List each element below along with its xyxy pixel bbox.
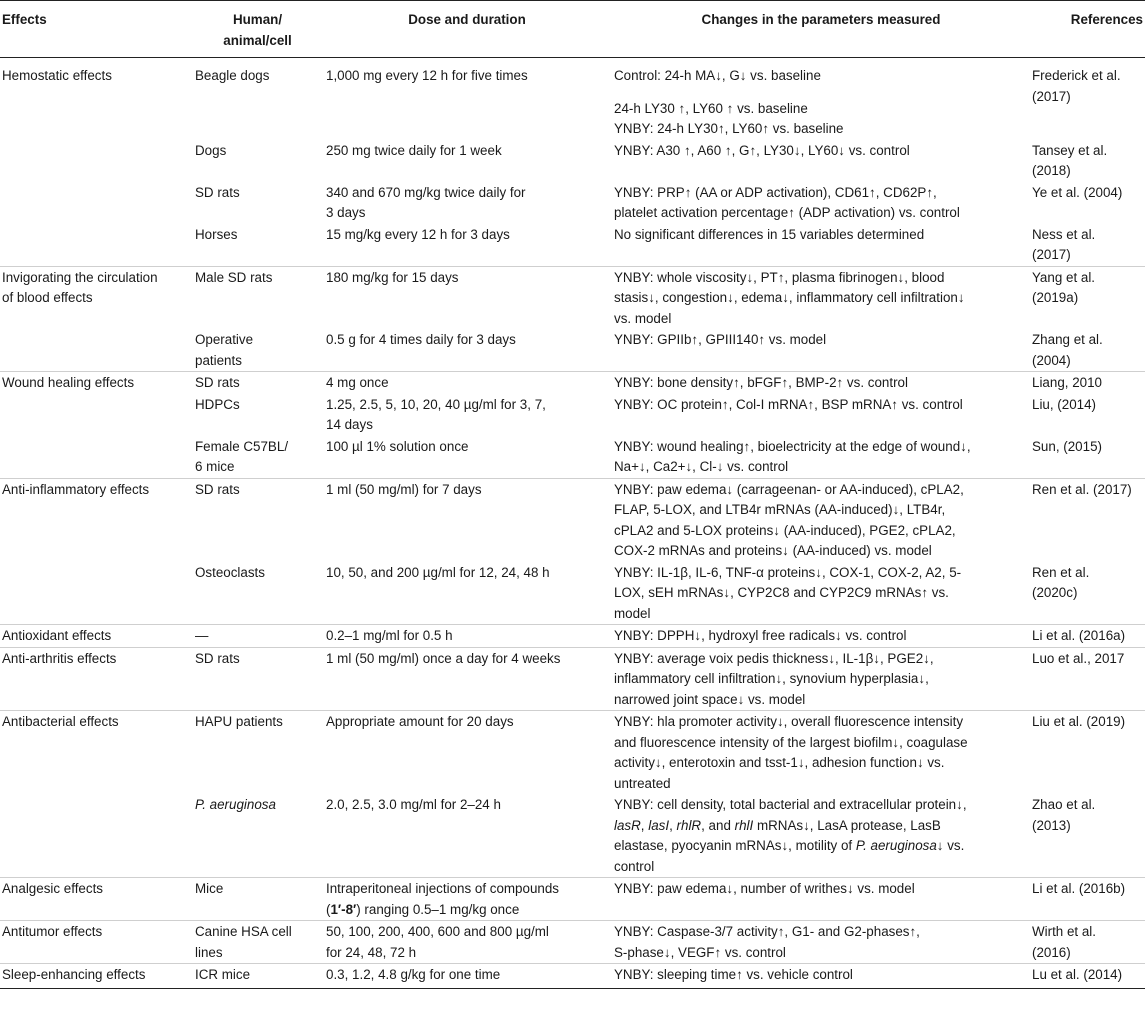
table-row (0, 224, 1145, 267)
table-row (0, 921, 1145, 964)
reference-cell: Lu et al. (2014) (1030, 964, 1145, 989)
subject-cell: SD rats (193, 647, 322, 711)
reference-cell: Luo et al., 2017 (1030, 647, 1145, 711)
changes-cell: YNBY: average voix pedis thickness↓, IL-1β↓, PGE2↓, inflammatory cell infiltration↓, synovium hyperplasia↓, narrowed joint space↓ vs. model (612, 647, 1030, 711)
subject-cell: P. aeruginosa (195, 797, 276, 812)
table-row (0, 878, 1145, 921)
effect-cell: Anti-arthritis effects (0, 647, 193, 711)
changes-cell: YNBY: cell density, total bacterial and extracellular protein↓, lasR, lasI, rhlR, and rhlI mRNAs↓, LasA protease, LasB elastase, pyocyanin mRNAs↓, motility of P. aeruginosa↓ vs. control (614, 797, 967, 874)
effect-cell: Analgesic effects (0, 878, 193, 921)
reference-cell: Zhang et al. (2004) (1032, 332, 1103, 368)
reference-cell: Liang, 2010 (1030, 372, 1145, 394)
table-row (0, 266, 1145, 329)
effect-cell: Invigorating the circulation of blood effects (0, 266, 193, 329)
dose-cell: 15 mg/kg every 12 h for 3 days (326, 226, 510, 242)
changes-cell: No significant differences in 15 variables determined (614, 226, 925, 242)
subject-cell: Canine HSA cell lines (193, 921, 322, 964)
effect-cell: Sleep-enhancing effects (0, 964, 193, 989)
effect-cell (0, 182, 193, 224)
dose-cell: 340 and 670 mg/kg twice daily for 3 days (326, 184, 526, 220)
table-row (0, 711, 1145, 795)
dose-cell: 1.25, 2.5, 5, 10, 20, 40 µg/ml for 3, 7, 14 days (326, 396, 546, 432)
header-changes: Changes in the parameters measured (612, 1, 1030, 58)
header-references: References (1030, 1, 1145, 58)
subject-cell: Female C57BL/ 6 mice (195, 438, 289, 474)
effect-cell: Hemostatic effects (2, 68, 112, 83)
changes-cell: YNBY: whole viscosity↓, PT↑, plasma fibrinogen↓, blood stasis↓, congestion↓, edema↓, inflammatory cell infiltration↓ vs. model (612, 266, 1030, 329)
table-row (0, 182, 1145, 224)
dose-cell: 1 ml (50 mg/ml) for 7 days (322, 478, 612, 562)
header-subject: Human/ animal/cell (193, 1, 322, 58)
header-dose: Dose and duration (322, 1, 612, 58)
reference-cell: Frederick et al. (2017) (1032, 68, 1121, 104)
effect-cell: Wound healing effects (0, 372, 193, 394)
subject-cell: Operative patients (195, 332, 254, 368)
reference-cell: Liu et al. (2019) (1030, 711, 1145, 795)
table-row (0, 436, 1145, 479)
reference-cell: Sun, (2015) (1032, 438, 1102, 454)
header-row (0, 1, 1145, 58)
changes-cell: YNBY: bone density↑, bFGF↑, BMP-2↑ vs. control (612, 372, 1030, 394)
table-row (0, 58, 1145, 140)
table-row (0, 372, 1145, 394)
subject-cell: HAPU patients (193, 711, 322, 795)
subject-cell: Male SD rats (193, 266, 322, 329)
subject-cell: Horses (195, 226, 238, 242)
reference-cell: Ren et al. (2020c) (1032, 564, 1090, 600)
dose-cell: Appropriate amount for 20 days (322, 711, 612, 795)
subject-cell: HDPCs (195, 396, 240, 412)
changes-cell: YNBY: sleeping time↑ vs. vehicle control (612, 964, 1030, 989)
changes-cell: YNBY: wound healing↑, bioelectricity at the edge of wound↓, Na+↓, Ca2+↓, Cl-↓ vs. control (614, 438, 971, 474)
reference-cell: Ren et al. (2017) (1030, 478, 1145, 562)
changes-cell: YNBY: DPPH↓, hydroxyl free radicals↓ vs. control (612, 625, 1030, 648)
table-row (0, 625, 1145, 648)
dose-cell: 10, 50, and 200 µg/ml for 12, 24, 48 h (326, 564, 550, 580)
reference-cell: Ness et al. (2017) (1032, 226, 1096, 262)
table-row (0, 478, 1145, 562)
changes-continuation: 24-h LY30 ↑, LY60 ↑ vs. baseline YNBY: 24-h LY30↑, LY60↑ vs. baseline (614, 100, 844, 136)
dose-cell: 1 ml (50 mg/ml) once a day for 4 weeks (322, 647, 612, 711)
table-row (0, 647, 1145, 711)
dose-cell: 4 mg once (322, 372, 612, 394)
reference-cell: Li et al. (2016b) (1030, 878, 1145, 921)
subject-cell: ICR mice (193, 964, 322, 989)
effect-cell (0, 562, 193, 625)
dose-cell: Intraperitoneal injections of compounds (1′-8′) ranging 0.5–1 mg/kg once (322, 878, 612, 921)
subject-cell: — (193, 625, 322, 648)
subject-cell: Dogs (195, 142, 227, 158)
table-row (0, 140, 1145, 182)
header-effects: Effects (0, 1, 193, 58)
effect-cell (0, 224, 193, 267)
table-row (0, 794, 1145, 878)
subject-cell: Osteoclasts (195, 564, 265, 580)
reference-cell: Wirth et al. (2016) (1030, 921, 1145, 964)
table-row (0, 394, 1145, 436)
changes-cell: YNBY: OC protein↑, Col-I mRNA↑, BSP mRNA↑ vs. control (614, 396, 963, 412)
table-body (0, 58, 1145, 989)
reference-cell: Ye et al. (2004) (1032, 184, 1123, 200)
effect-cell: Antibacterial effects (0, 711, 193, 795)
effect-cell: Antioxidant effects (0, 625, 193, 648)
changes-cell: YNBY: GPIIb↑, GPIII140↑ vs. model (614, 332, 827, 347)
dose-cell: 1,000 mg every 12 h for five times (326, 68, 528, 83)
table-header (0, 1, 1145, 58)
reference-cell: Yang et al. (2019a) (1030, 266, 1145, 329)
effect-cell (0, 394, 193, 436)
dose-cell: 0.5 g for 4 times daily for 3 days (326, 332, 516, 347)
changes-cell: YNBY: paw edema↓, number of writhes↓ vs. model (612, 878, 1030, 921)
effect-cell: Anti-inflammatory effects (0, 478, 193, 562)
subject-cell: Beagle dogs (195, 68, 270, 83)
reference-cell: Li et al. (2016a) (1030, 625, 1145, 648)
subject-cell: Mice (193, 878, 322, 921)
effect-cell (0, 329, 193, 372)
dose-cell: 0.3, 1.2, 4.8 g/kg for one time (322, 964, 612, 989)
dose-cell: 0.2–1 mg/ml for 0.5 h (322, 625, 612, 648)
effect-cell (0, 140, 193, 182)
dose-cell: 50, 100, 200, 400, 600 and 800 µg/ml for 24, 48, 72 h (322, 921, 612, 964)
subject-cell: SD rats (195, 184, 240, 200)
changes-cell: YNBY: paw edema↓ (carrageenan- or AA-induced), cPLA2, FLAP, 5-LOX, and LTB4r mRNAs (AA-induced)↓, LTB4r, cPLA2 and 5-LOX proteins↓ (AA-induced), PGE2, cPLA2, COX-2 mRNAs and proteins↓ (AA-induced) vs. model (612, 478, 1030, 562)
reference-cell: Liu, (2014) (1032, 396, 1097, 412)
subject-cell: SD rats (193, 478, 322, 562)
changes-cell: YNBY: hla promoter activity↓, overall fluorescence intensity and fluorescence intensity of the largest biofilm↓, coagulase activity↓, enterotoxin and tsst-1↓, adhesion function↓ vs. untreated (612, 711, 1030, 795)
changes-cell: YNBY: PRP↑ (AA or ADP activation), CD61↑, CD62P↑, platelet activation percentage↑ (ADP activation) vs. control (614, 184, 960, 220)
changes-cell: YNBY: Caspase-3/7 activity↑, G1- and G2-phases↑, S-phase↓, VEGF↑ vs. control (612, 921, 1030, 964)
reference-cell: Zhao et al. (2013) (1032, 797, 1096, 833)
table-row (0, 329, 1145, 372)
dose-cell: 2.0, 2.5, 3.0 mg/ml for 2–24 h (326, 797, 501, 812)
effect-cell: Antitumor effects (0, 921, 193, 964)
dose-cell: 180 mg/kg for 15 days (322, 266, 612, 329)
table-row (0, 562, 1145, 625)
effect-cell (0, 436, 193, 479)
changes-cell: YNBY: IL-1β, IL-6, TNF-α proteins↓, COX-1, COX-2, A2, 5- LOX, sEH mRNAs↓, CYP2C8 and CYP2C9 mRNAs↑ vs. model (614, 564, 962, 621)
dose-cell: 100 µl 1% solution once (326, 438, 469, 454)
effect-cell (0, 794, 193, 878)
dose-cell: 250 mg twice daily for 1 week (326, 142, 502, 158)
reference-cell: Tansey et al. (2018) (1032, 142, 1108, 178)
changes-cell: Control: 24-h MA↓, G↓ vs. baseline 24-h LY30 ↑, LY60 ↑ vs. baseline YNBY: 24-h LY30↑, LY60↑ vs. baseline (612, 58, 1030, 140)
changes-cell: YNBY: A30 ↑, A60 ↑, G↑, LY30↓, LY60↓ vs. control (614, 142, 910, 158)
subject-cell: SD rats (193, 372, 322, 394)
table-row (0, 964, 1145, 989)
